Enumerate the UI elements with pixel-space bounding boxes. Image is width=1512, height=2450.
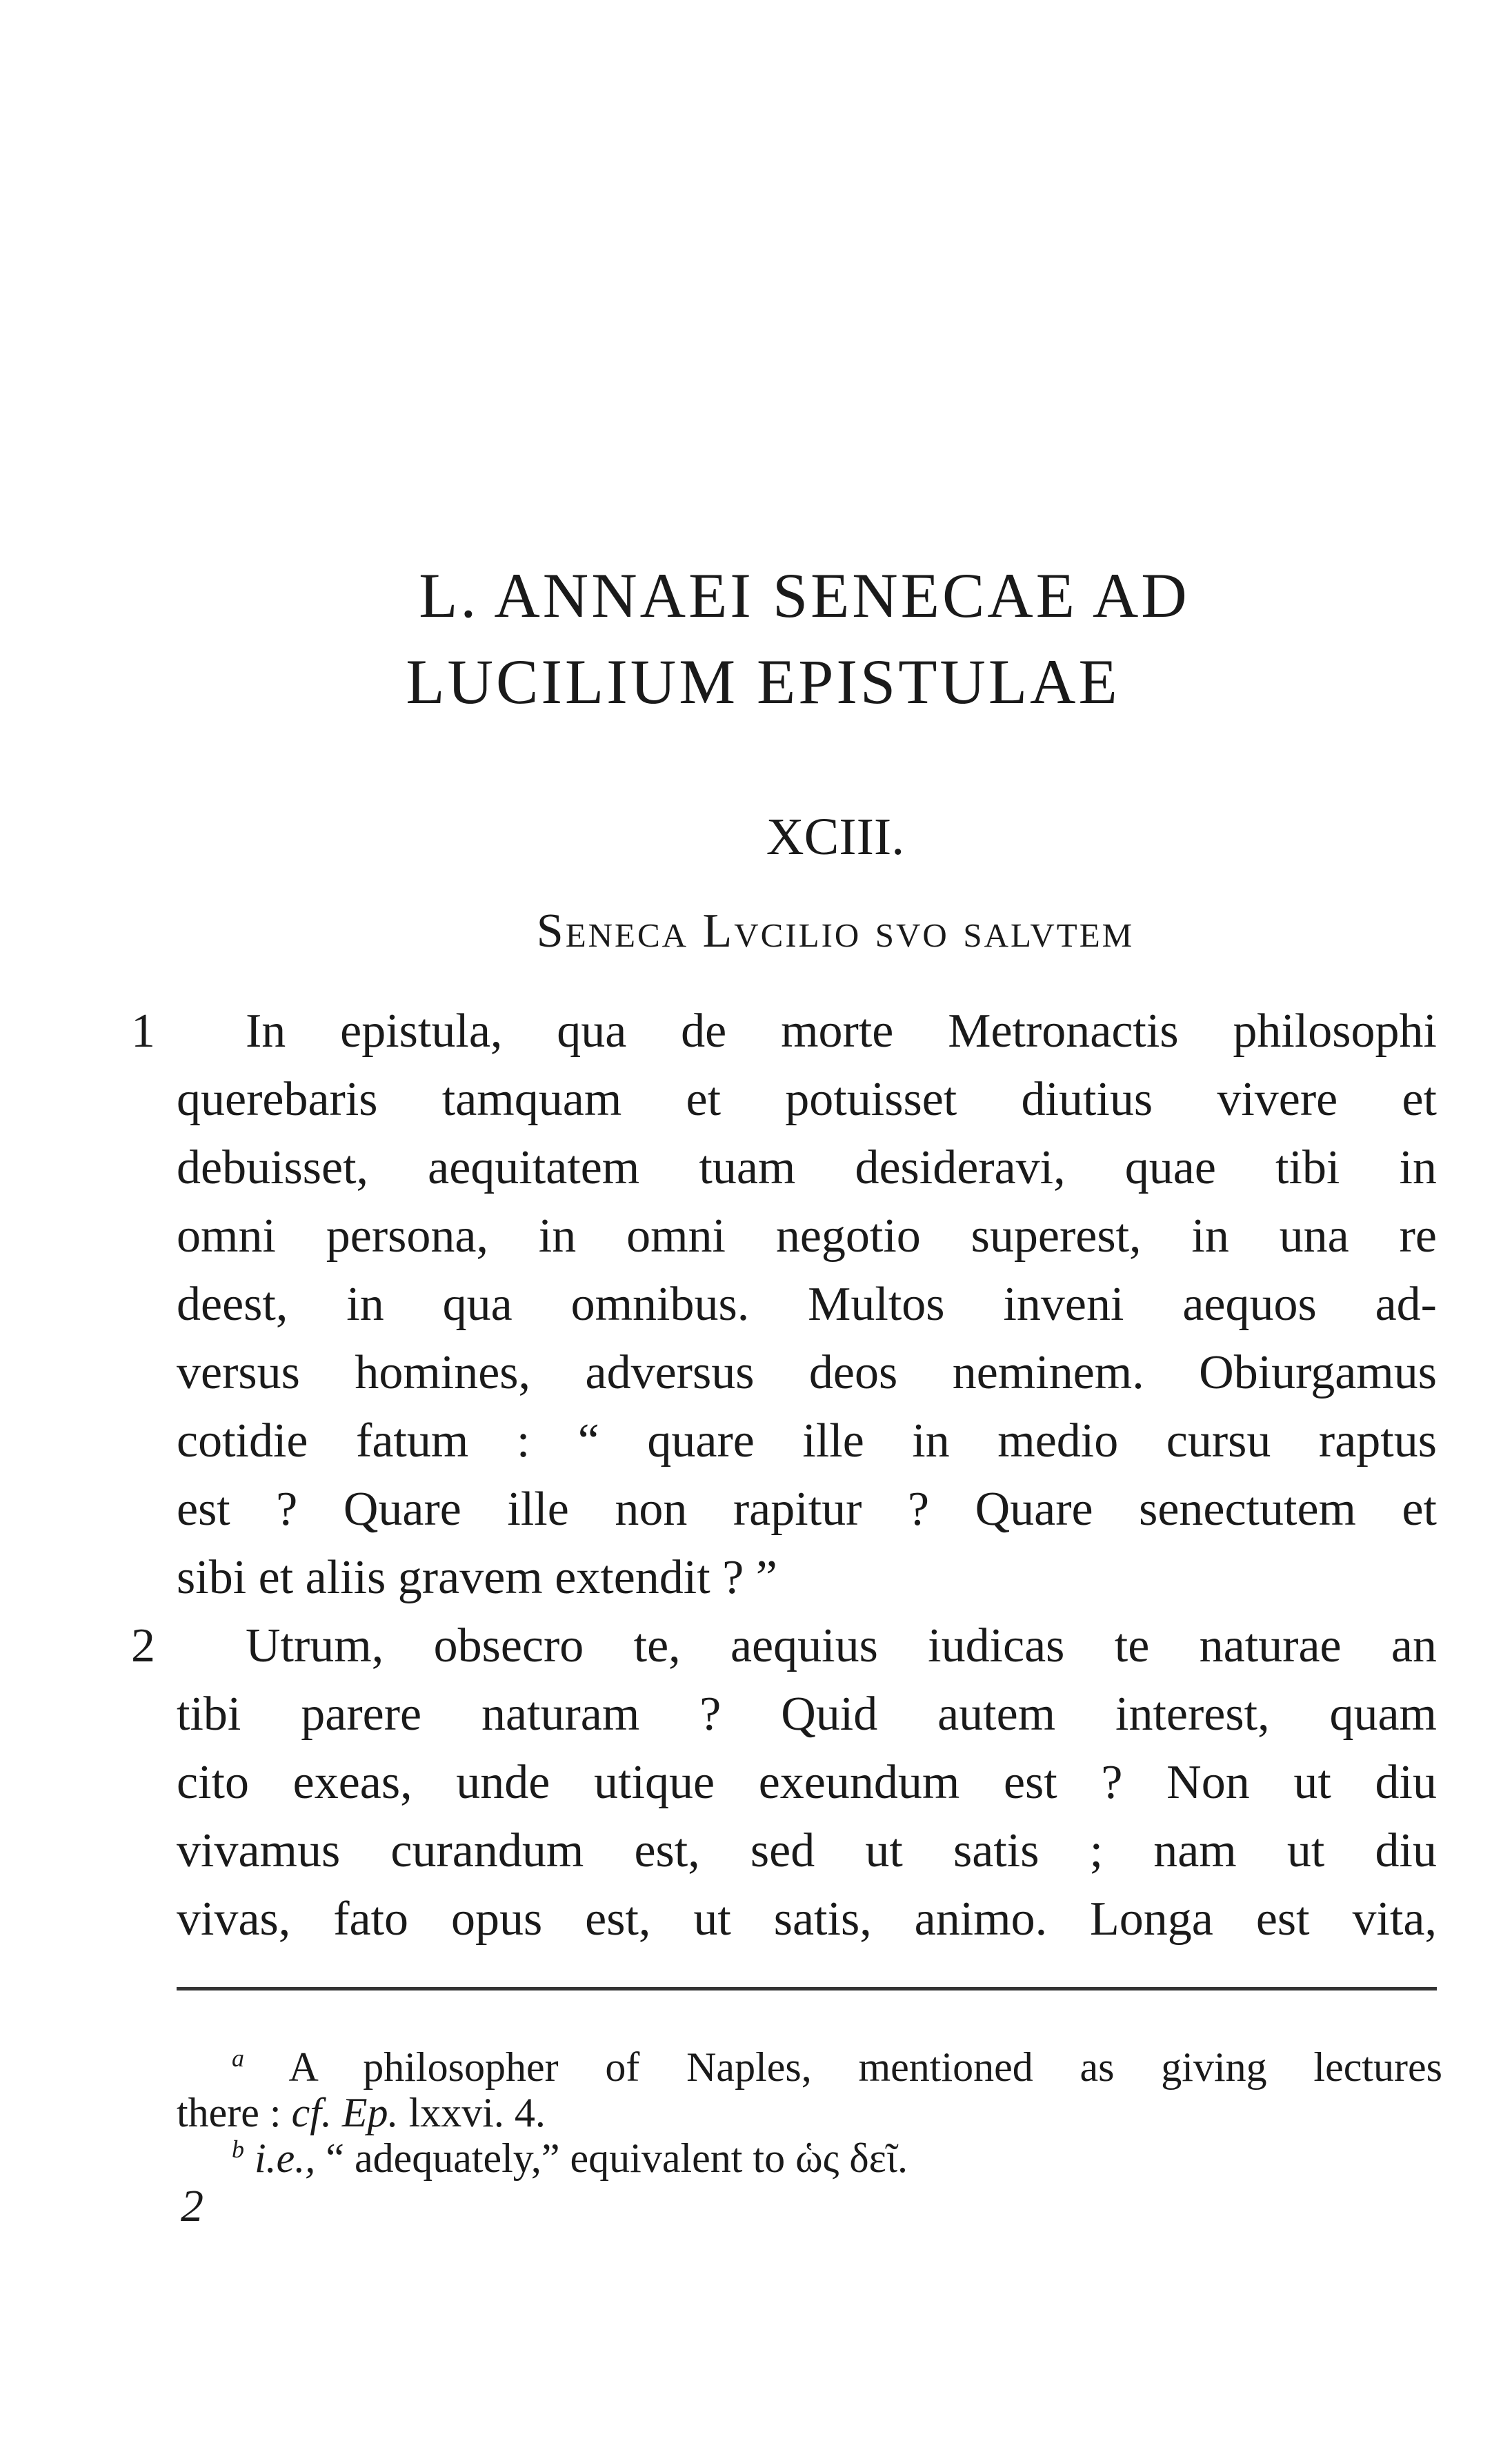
text-line-content: cito exeas, unde utique exeundum est ? Non ut diu (177, 1756, 1437, 1809)
text-line (177, 1065, 1437, 1134)
text-line (177, 1475, 1437, 1544)
text-line (177, 1202, 1437, 1271)
footnote-text: “ adequately,” equivalent to ὡς δεῖ. (326, 2135, 908, 2181)
page-number: 2 (181, 2181, 203, 2231)
text-line-content: versus homines, adversus deos neminem. Obiurgamus (177, 1346, 1437, 1399)
text-line (177, 1134, 1437, 1203)
footnote-ref: lxxvi. 4. (408, 2090, 546, 2135)
text-line (177, 1338, 1437, 1407)
text-line-content: cotidie fatum : “ quare ille in medio cursu raptus (177, 1414, 1437, 1468)
footnote-b (232, 2126, 908, 2181)
text-line (177, 1748, 1437, 1817)
footnote-abbrev: i.e., (255, 2135, 316, 2181)
footnote-abbrev: Ep. (341, 2090, 399, 2135)
footnote-rule (177, 1987, 1437, 1990)
text-line-content: vivamus curandum est, sed ut satis ; nam ut diu (177, 1824, 1437, 1877)
text-line (246, 1612, 1437, 1681)
footnote-marker: a (232, 2044, 244, 2072)
title-line-2: LUCILIUM EPISTULAE (406, 646, 1120, 717)
text-line (177, 1817, 1437, 1886)
title-line-1: L. ANNAEI SENECAE AD (419, 560, 1190, 631)
text-line-content: In epistula, qua de morte Metronactis philosophi (246, 1005, 1437, 1058)
text-line-content: querebaris tamquam et potuisset diutius vivere et (177, 1073, 1437, 1126)
footnote-text: A philosopher of Naples, mentioned as giving lectures (288, 2044, 1442, 2090)
text-line-content: sibi et aliis gravem extendit ? ” (177, 1551, 777, 1604)
text-line (177, 1270, 1437, 1339)
text-line-content: tibi parere naturam ? Quid autem interest, quam (177, 1688, 1437, 1741)
text-line-content: deest, in qua omnibus. Multos inveni aequos ad- (177, 1278, 1437, 1331)
text-line-content: omni persona, in omni negotio superest, in una re (177, 1209, 1437, 1263)
text-line-content: Utrum, obsecro te, aequius iudicas te naturae an (246, 1619, 1437, 1672)
text-line-content: debuisset, aequitatem tuam desideravi, quae tibi in (177, 1141, 1437, 1194)
text-line (177, 1407, 1437, 1476)
footnote-marker: b (232, 2135, 244, 2163)
text-line (246, 997, 1437, 1066)
letter-number: XCIII. (766, 808, 905, 866)
salutation: Seneca Lvcilio svo salvtem (536, 905, 1135, 958)
text-line-content: est ? Quare ille non rapitur ? Quare senectutem et (177, 1483, 1437, 1536)
text-line (177, 1885, 1437, 1954)
text-line (177, 1680, 1437, 1749)
text-line-content: vivas, fato opus est, ut satis, animo. Longa est vita, (177, 1893, 1437, 1946)
text-line (177, 1543, 1437, 1612)
footnote-a (177, 2035, 1442, 2135)
footnote-abbrev: cf. (291, 2090, 332, 2135)
footnote-text: there : (177, 2090, 292, 2135)
paragraph-number: 2 (131, 1619, 155, 1672)
paragraph-number: 1 (131, 1005, 155, 1058)
